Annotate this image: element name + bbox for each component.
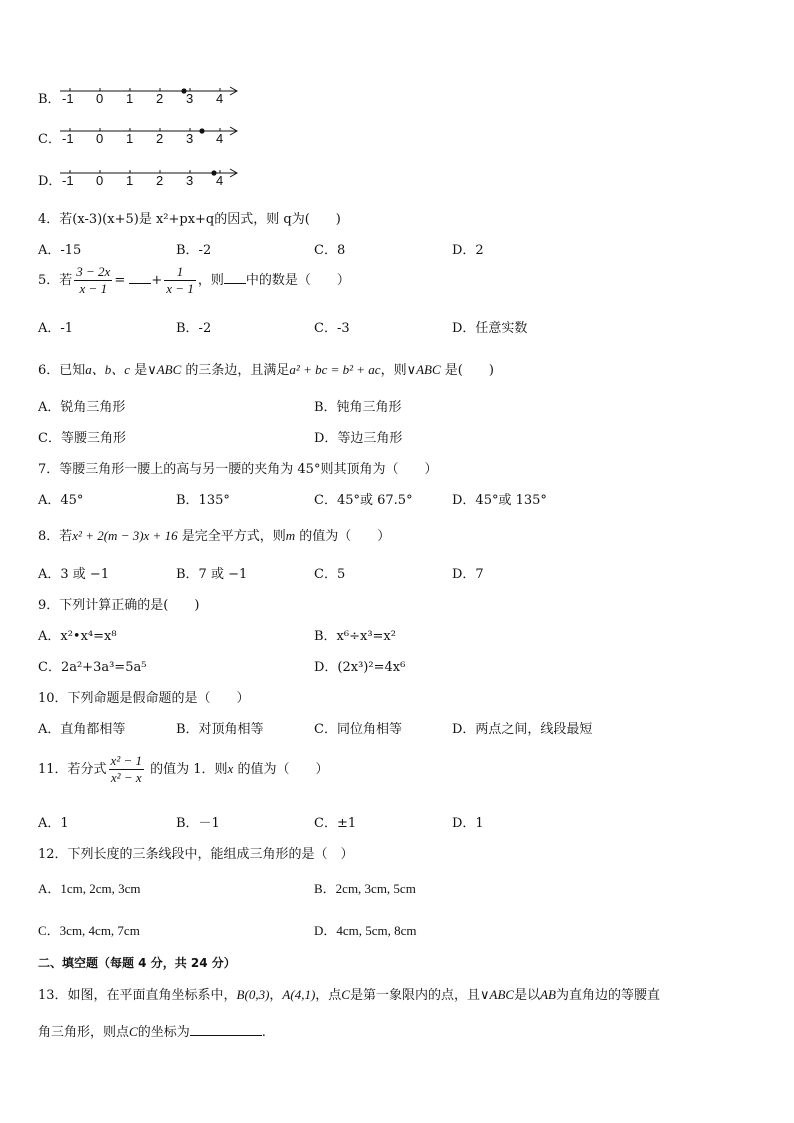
q7-option-a[interactable]: A．45° xyxy=(38,493,84,508)
q5-blank xyxy=(129,271,151,284)
tick-label: -1 xyxy=(62,173,74,188)
q6-option-b[interactable]: B．钝角三角形 xyxy=(314,400,402,415)
q7-option-c[interactable]: C．45°或 67.5° xyxy=(314,493,413,508)
solution-point xyxy=(199,128,204,133)
q8-stem: 8．若x² + 2(m − 3)x + 16 是完全平方式，则m 的值为（ ） xyxy=(38,528,391,544)
q5-stem: 5．若 $\frac{3 - 2x}{x - 1}$ = + $\frac{1}{x - 1}$ ，则 中的数是（ ） xyxy=(38,264,350,296)
q5-option-c[interactable]: C．-3 xyxy=(314,321,350,336)
q10-option-a[interactable]: A．直角都相等 xyxy=(38,722,126,737)
q9-option-a[interactable]: A．x²•x⁴=x⁸ xyxy=(38,629,117,644)
tick-label: -1 xyxy=(62,131,74,146)
q11-option-d[interactable]: D．1 xyxy=(452,816,484,831)
q8-option-d[interactable]: D．7 xyxy=(452,567,484,582)
q5-fraction-1: $\frac{3 - 2x}{x - 1}$ xyxy=(76,264,111,296)
q9-option-c[interactable]: C．2a²+3a³=5a⁵ xyxy=(38,660,147,675)
q11-option-c[interactable]: C．±1 xyxy=(314,816,357,831)
q6-stem: 6．已知a、b、c 是∨ABC 的三条边，且满足a² + bc = b² + ac，则∨ABC 是( ) xyxy=(38,362,494,378)
q11-fraction: $\frac{\text{x² − 1}}{\text{x² − x}}$ xyxy=(110,753,142,785)
q12-option-a[interactable]: A．1cm, 2cm, 3cm xyxy=(38,881,141,896)
tick-label: 2 xyxy=(156,131,164,146)
tick-label: 1 xyxy=(126,131,134,146)
q9-option-d[interactable]: D．(2x³)²=4x⁶ xyxy=(314,660,406,675)
q10-option-c[interactable]: C．同位角相等 xyxy=(314,722,402,737)
q9-option-b[interactable]: B．x⁶÷x³=x² xyxy=(314,629,396,644)
tick-label: 2 xyxy=(156,173,164,188)
q7-option-d[interactable]: D．45°或 135° xyxy=(452,493,547,508)
q4-stem: 4．若(x-3)(x+5)是 x²+px+q的因式，则 q为( ) xyxy=(38,212,341,227)
q9-stem: 9．下列计算正确的是( ) xyxy=(38,598,200,613)
numberline-option-label[interactable]: B． xyxy=(38,92,61,107)
q11-option-b[interactable]: B．－1 xyxy=(176,816,220,831)
q12-option-c[interactable]: C．3cm, 4cm, 7cm xyxy=(38,923,140,938)
q11-stem: 11．若分式 $\frac{\text{x² − 1}}{\text{x² − x}}$ 的值为 1．则x 的值为（ ） xyxy=(38,753,329,785)
q10-stem: 10．下列命题是假命题的是（ ） xyxy=(38,691,250,706)
tick-label: 0 xyxy=(96,173,104,188)
q4-option-c[interactable]: C．8 xyxy=(314,243,346,258)
numberline-option-label[interactable]: D． xyxy=(38,174,62,189)
q8-option-a[interactable]: A．3 或 −1 xyxy=(38,567,110,582)
tick-label: 3 xyxy=(186,91,194,106)
q7-stem: 7．等腰三角形一腰上的高与另一腰的夹角为 45°则其顶角为（ ） xyxy=(38,462,438,477)
tick-label: 2 xyxy=(156,91,164,106)
q5-option-a[interactable]: A．-1 xyxy=(38,321,74,336)
q12-option-b[interactable]: B．2cm, 3cm, 5cm xyxy=(314,881,416,896)
q13-answer-blank[interactable] xyxy=(190,1023,262,1036)
tick-label: 3 xyxy=(186,173,194,188)
q10-option-b[interactable]: B．对顶角相等 xyxy=(176,722,264,737)
numberline-option-label[interactable]: C． xyxy=(38,132,61,147)
tick-label: 4 xyxy=(216,131,224,146)
q5-option-b[interactable]: B．-2 xyxy=(176,321,212,336)
q7-option-b[interactable]: B．135° xyxy=(176,493,230,508)
tick-label: 1 xyxy=(126,173,134,188)
tick-label: 3 xyxy=(186,131,194,146)
q8-option-b[interactable]: B．7 或 −1 xyxy=(176,567,248,582)
tick-label: 4 xyxy=(216,173,224,188)
q11-option-a[interactable]: A．1 xyxy=(38,816,69,831)
q6-option-d[interactable]: D．等边三角形 xyxy=(314,431,403,446)
q5-fraction-2: $\frac{1}{x - 1}$ xyxy=(166,264,194,296)
q13-line-2: 角三角形，则点C的坐标为 . xyxy=(38,1024,266,1040)
q6-option-a[interactable]: A．锐角三角形 xyxy=(38,400,126,415)
tick-label: 1 xyxy=(126,91,134,106)
q5-blank-2 xyxy=(224,271,246,284)
tick-label: 4 xyxy=(216,91,224,106)
q13-line-1: 13．如图，在平面直角坐标系中，B(0,3)，A(4,1)，点C是第一象限内的点，且∨ABC是以AB为直角边的等腰直 xyxy=(38,987,660,1003)
q5-option-d[interactable]: D．任意实数 xyxy=(452,321,528,336)
q4-option-d[interactable]: D．2 xyxy=(452,243,484,258)
q12-option-d[interactable]: D．4cm, 5cm, 8cm xyxy=(314,923,417,938)
q4-option-b[interactable]: B．-2 xyxy=(176,243,212,258)
tick-label: 0 xyxy=(96,91,104,106)
q6-option-c[interactable]: C．等腰三角形 xyxy=(38,431,126,446)
q4-option-a[interactable]: A．-15 xyxy=(38,243,82,258)
q12-stem: 12．下列长度的三条线段中，能组成三角形的是（ ） xyxy=(38,847,354,862)
tick-label: -1 xyxy=(62,91,74,106)
q5-prefix: 5．若 xyxy=(38,273,73,288)
q8-option-c[interactable]: C．5 xyxy=(314,567,346,582)
section-heading-fill-in: 二、填空题（每题 4 分，共 24 分） xyxy=(38,956,236,970)
tick-label: 0 xyxy=(96,131,104,146)
q10-option-d[interactable]: D．两点之间，线段最短 xyxy=(452,722,593,737)
